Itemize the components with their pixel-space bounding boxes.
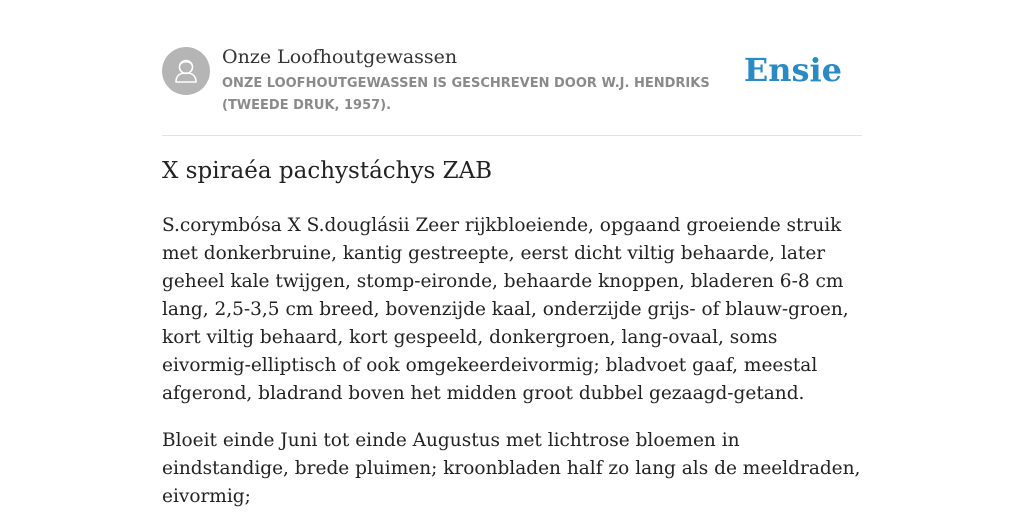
source-title[interactable]: Onze Loofhoutgewassen bbox=[222, 46, 458, 68]
article-paragraph: S.corymbósa X S.douglásii Zeer rijkbloeiende, opgaand groeiende struik met donkerbruine, kantig gestreepte, eerst dicht viltig behaarde, later geheel kale twijgen, stomp-eironde, behaarde knoppen, bladeren 6-8 cm lang, 2,5-3,5 cm breed, bovenzijde kaal, onderzijde grijs- of blauw-groen, kort viltig behaard, kort gespeeld, donkergroen, lang-ovaal, soms eivormig-elliptisch of ook omgekeerdeivormig; bladvoet gaaf, meestal afgerond, bladrand boven het midden groot dubbel gezaagd-getand. bbox=[162, 215, 849, 404]
source-header bbox=[162, 0, 862, 136]
article-title: X spiraéa pachystáchys ZAB bbox=[162, 158, 493, 184]
source-description: ONZE LOOFHOUTGEWASSEN IS GESCHREVEN DOOR W.J. HENDRIKS (TWEEDE DRUK, 1957). bbox=[222, 76, 710, 113]
user-avatar-icon[interactable] bbox=[162, 47, 210, 95]
page bbox=[162, 0, 862, 507]
ensie-logo[interactable]: Ensie bbox=[743, 51, 842, 89]
article-paragraph: Bloeit einde Juni tot einde Augustus met lichtrose bloemen in eindstandige, brede pluimen; kroonbladen half zo lang als de meeldraden, eivormig; bbox=[162, 430, 861, 507]
